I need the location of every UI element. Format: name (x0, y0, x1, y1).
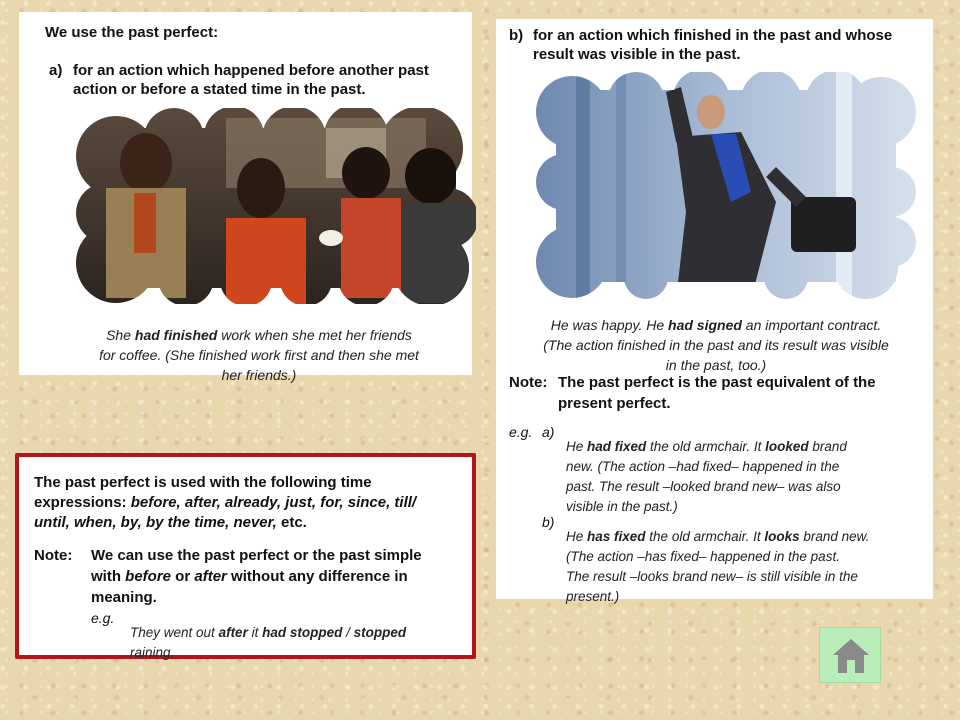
bottom-eg-label: e.g. (91, 610, 115, 626)
time-expressions-line2: expressions: before, after, already, just, for, since, till/ (34, 494, 417, 511)
note-line1: The past perfect is the past equivalent of the (558, 374, 876, 391)
past-perfect-use-a-card (19, 12, 472, 383)
time-expressions-line1: The past perfect is used with the following time (34, 474, 372, 491)
card-heading: We use the past perfect: (45, 24, 219, 41)
item-a-label: a) (49, 62, 63, 79)
item-a-line2: action or before a stated time in the past. (73, 81, 366, 98)
bottom-note-line3: meaning. (91, 589, 157, 606)
example-a: He had fixed the old armchair. It looked brand new. (The action –had fixed– happened in the past. The result –looked brand new– was also visible in the past.) (566, 438, 847, 514)
bottom-note-label: Note: (34, 547, 73, 564)
had-finished-emphasis: had finished (134, 327, 218, 343)
item-b-label: b) (509, 27, 524, 44)
time-expressions-line3: until, when, by, by the time, never, etc. (34, 514, 307, 531)
example-b: He has fixed the old armchair. It looks brand new. (The action –has fixed– happened in the past. The result –looks brand new– is still visible in the present.) (566, 528, 870, 604)
had-signed-emphasis: had signed (668, 317, 742, 333)
past-perfect-use-b-card (496, 19, 933, 604)
bottom-example: They went out after it had stopped / stopped raining. (130, 624, 407, 660)
time-expressions-card (15, 453, 476, 659)
friends-coffee-photo (76, 108, 476, 304)
caption-b: He was happy. He had signed an important contract. (The action finished in the past and its result was visible in the past, too.) (543, 317, 889, 373)
example-a-label: a) (542, 424, 555, 440)
example-b-label: b) (542, 514, 555, 530)
bottom-note-line1: We can use the past perfect or the past simple (91, 547, 422, 564)
item-a-line1: for an action which happened before another past (73, 62, 429, 79)
item-b-line1: for an action which finished in the past and whose (533, 27, 893, 44)
item-b-line2: result was visible in the past. (533, 46, 741, 63)
businessman-celebrating-photo (536, 72, 916, 300)
home-icon (831, 636, 871, 676)
home-button[interactable] (819, 627, 881, 683)
bottom-note-line2: with before or after without any difference in (91, 568, 408, 585)
caption-a: She had finished work when she met her friends for coffee. (She finished work first and then she met her friends.) (99, 327, 419, 383)
eg-label: e.g. (509, 424, 533, 440)
note-line2: present perfect. (558, 395, 671, 412)
note-label: Note: (509, 374, 548, 391)
